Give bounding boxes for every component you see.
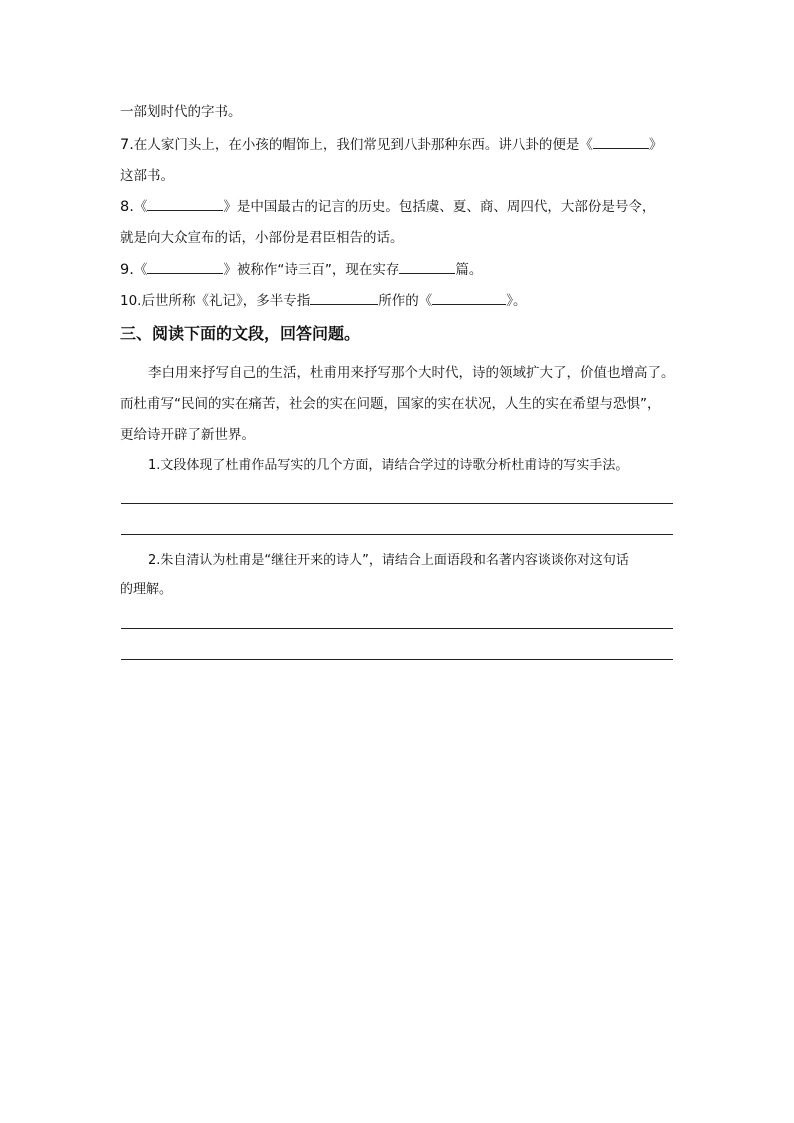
q9-text: 被称作“诗三百”，现在实存 (236, 262, 400, 278)
question-8 (120, 196, 655, 217)
q10-period: 。 (512, 293, 527, 309)
q9-blank-title[interactable] (147, 259, 223, 274)
passage-line-3 (120, 425, 255, 445)
question-9 (120, 259, 482, 280)
q8-continuation: 就是向大众宣布的话，小部份是君臣相告的话。 (120, 230, 404, 246)
passage-line-2 (120, 394, 661, 414)
q7-blank[interactable] (593, 134, 649, 149)
q9-number: 9. (120, 262, 134, 278)
q1-answer-line-1[interactable] (121, 503, 673, 504)
q2-answer-line-2[interactable] (121, 659, 673, 660)
reading-question-2 (148, 551, 629, 571)
q7-text: 在人家门头上，在小孩的帽饰上，我们常见到八卦那种东西。讲八卦的便是 (133, 137, 580, 153)
q8-close-bracket: 》 (223, 199, 237, 215)
question-10 (120, 290, 526, 311)
q8-open-bracket: 《 (133, 199, 148, 215)
reading-question-2-cont (120, 580, 172, 600)
q8-text: 是中国最古的记言的历史。包括虞、夏、商、周四代，大部份是号令， (236, 199, 656, 215)
passage-text-1: 李白用来抒写自己的生活，杜甫用来抒写那个大时代，诗的领域扩大了，价值也增高了。 (148, 365, 675, 381)
q7-continuation: 这部书。 (120, 168, 174, 184)
q8-number: 8. (120, 199, 134, 215)
passage-line-1 (148, 363, 675, 383)
q10-number: 10. (120, 293, 142, 309)
section-3-title: 三、阅读下面的文段，回答问题。 (120, 324, 361, 343)
q1-answer-line-2[interactable] (121, 534, 673, 535)
q2-answer-line-1[interactable] (121, 628, 673, 629)
question-7-cont (120, 166, 174, 186)
q10-blank-title[interactable] (432, 290, 506, 305)
passage-text-3: 更给诗开辟了新世界。 (120, 427, 255, 443)
q10-blank-who[interactable] (310, 290, 378, 305)
q7-open-bracket: 《 (579, 137, 593, 153)
text-line-1 (120, 102, 242, 122)
reading-q2-continuation: 的理解。 (120, 582, 173, 597)
q9-blank-count[interactable] (399, 259, 455, 274)
q8-blank[interactable] (147, 196, 223, 211)
reading-q2-text: 2.朱自清认为杜甫是“继往开来的诗人”，请结合上面语段和名著内容谈谈你对这句话 (148, 553, 629, 568)
q7-close-bracket: 》 (648, 137, 663, 153)
q10-close-bracket: 》 (506, 293, 513, 309)
q9-text-end: 篇。 (455, 262, 483, 278)
q9-close-bracket: 》 (223, 262, 237, 278)
q10-text-mid: 所作的 (378, 293, 419, 309)
q7-number: 7. (120, 137, 134, 153)
question-8-cont (120, 228, 404, 248)
reading-q1-text: 1.文段体现了杜甫作品写实的几个方面，请结合学过的诗歌分析杜甫诗的写实手法。 (148, 458, 629, 473)
q9-open-bracket: 《 (133, 262, 148, 278)
line-1-text: 一部划时代的字书。 (120, 104, 242, 120)
passage-text-2: 而杜甫写“民间的实在痛苦，社会的实在问题，国家的实在状况，人生的实在希望与恐惧”， (120, 396, 661, 412)
q10-text: 后世所称《礼记》，多半专指 (141, 293, 311, 309)
question-7 (120, 134, 662, 155)
reading-question-1 (148, 456, 628, 476)
section-3-heading (120, 324, 360, 344)
q10-open-bracket: 《 (418, 293, 433, 309)
